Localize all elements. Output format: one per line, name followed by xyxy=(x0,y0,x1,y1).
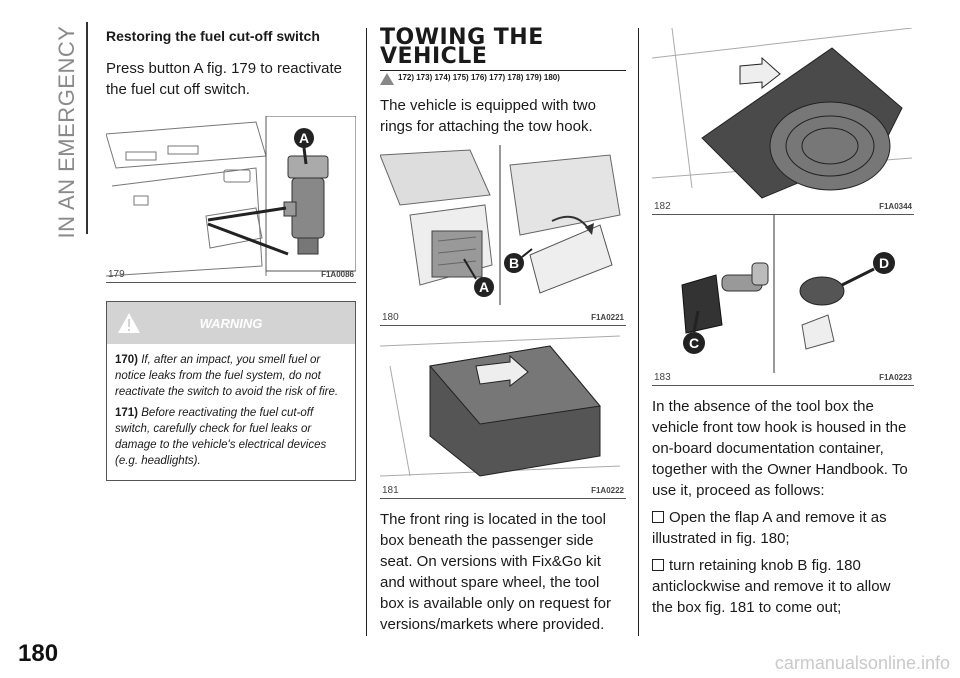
warning-refs: 172) 173) 174) 175) 176) 177) 178) 179) 180) xyxy=(398,73,560,82)
column-divider-2 xyxy=(638,28,639,636)
warning-small-icon xyxy=(380,73,394,85)
fuel-switch-paragraph: Press button A fig. 179 to reactivate the fuel cut off switch. xyxy=(106,60,342,98)
figure-183 xyxy=(652,215,914,386)
fig179-code: F1A0086 xyxy=(321,270,354,279)
section-side-title xyxy=(54,22,80,242)
fig183-code: F1A0223 xyxy=(879,373,912,382)
warning-box xyxy=(106,301,356,481)
figure-180 xyxy=(380,145,626,326)
checkbox-bullet-icon xyxy=(652,511,664,523)
fig182-code: F1A0344 xyxy=(879,202,912,211)
column-3 xyxy=(652,28,914,618)
fuel-switch-illustration xyxy=(106,116,356,282)
fig183-number: 183 xyxy=(654,372,671,383)
fig180-number: 180 xyxy=(382,312,399,323)
fig180-label-a: A xyxy=(478,279,490,295)
fig181-code: F1A0222 xyxy=(591,486,624,495)
warning-item: 171) Before reactivating the fuel cut-off switch, carefully check for fuel leaks or damage to the vehicle's electrical devices (e.g. headlights). xyxy=(115,407,327,467)
tool-box-illustration xyxy=(380,326,626,498)
figure-181 xyxy=(380,326,626,499)
front-ring-paragraph: The front ring is located in the tool box beneath the passenger side seat. On versions with Fix&Go kit and without spare wheel, the tool box is available only on request for versions/markets where provided. xyxy=(380,511,611,633)
figure-182 xyxy=(652,28,914,215)
fig182-number: 182 xyxy=(654,201,671,212)
instruction-step: Open the flap A and remove it as illustrated in fig. 180; xyxy=(652,509,887,547)
fig183-label-c: C xyxy=(688,335,700,351)
fig179-label-a: A xyxy=(298,130,310,146)
fig180-code: F1A0221 xyxy=(591,313,624,322)
fig180-label-b: B xyxy=(508,255,520,271)
fig179-number: 179 xyxy=(108,269,125,280)
column-1 xyxy=(106,28,356,481)
column-2 xyxy=(380,25,626,635)
warning-title: WARNING xyxy=(199,316,263,331)
section-label: IN AN EMERGENCY xyxy=(54,25,79,239)
fig183-label-d: D xyxy=(878,255,890,271)
watermark: carmanualsonline.info xyxy=(774,653,950,673)
tow-hook-location-paragraph: In the absence of the tool box the vehicle front tow hook is housed in the on-board documentation container, together with the Owner Handbook. To use it, proceed as follows: xyxy=(652,398,908,499)
fig181-number: 181 xyxy=(382,485,399,496)
tow-hook-storage-illustration xyxy=(652,28,914,214)
tow-rings-paragraph: The vehicle is equipped with two rings for attaching the tow hook. xyxy=(380,97,596,135)
section-rule xyxy=(86,22,88,234)
tool-box-flap-illustration xyxy=(380,145,626,325)
fuel-switch-heading: Restoring the fuel cut-off switch xyxy=(106,28,320,44)
checkbox-bullet-icon xyxy=(652,559,664,571)
page-number: 180 xyxy=(18,640,59,667)
warning-header xyxy=(107,302,355,344)
towing-title: TOWING THE VEHICLE xyxy=(380,25,544,69)
refs-line xyxy=(380,70,626,85)
instruction-step: turn retaining knob B fig. 180 anticlockwise and remove it to allow the box fig. 181 to come out; xyxy=(652,557,891,616)
warning-item: 170) If, after an impact, you smell fuel or notice leaks from the fuel system, do not reactivate the switch to avoid the risk of fire. xyxy=(115,354,339,398)
tow-hook-knob-illustration xyxy=(652,215,914,385)
figure-179 xyxy=(106,116,356,283)
column-divider-1 xyxy=(366,28,367,636)
